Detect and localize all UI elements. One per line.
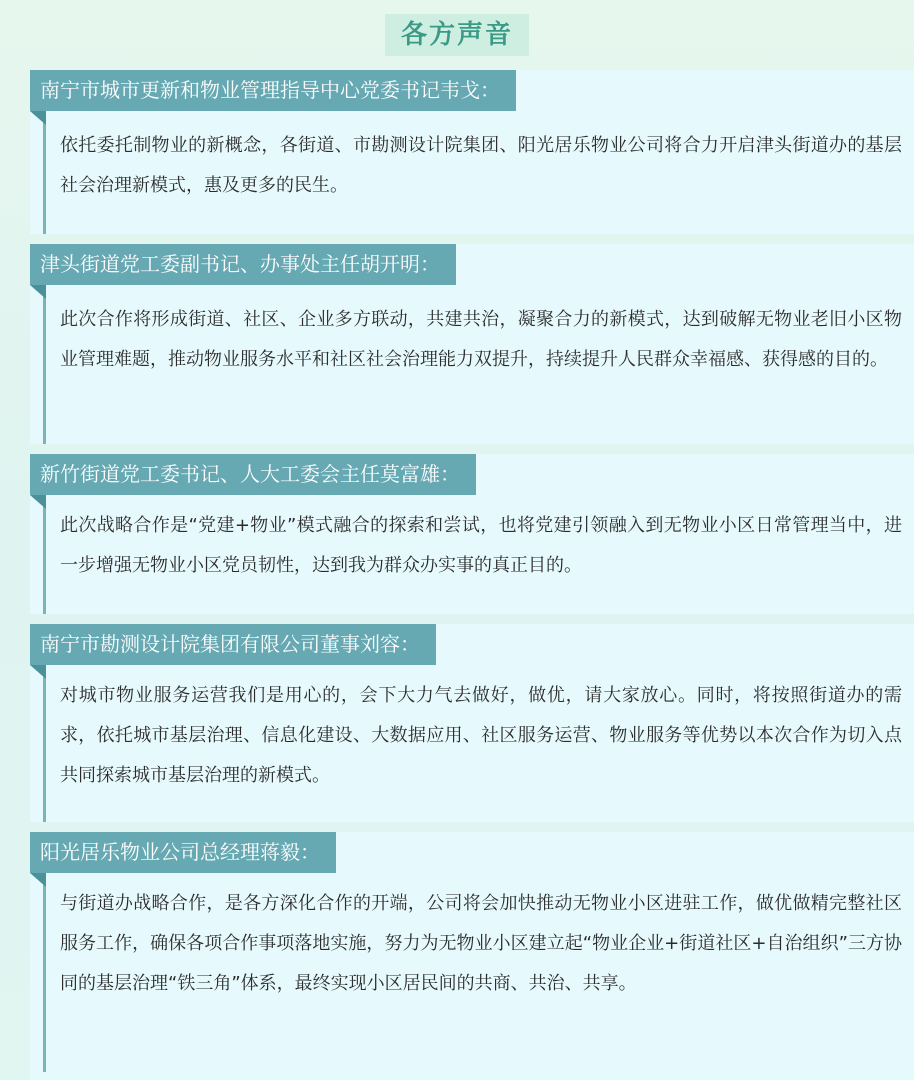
quote-accent-bar: [43, 665, 46, 822]
quote-text: 此次战略合作是“党建+物业”模式融合的探索和尝试，也将党建引领融入到无物业小区日常管理当中，进一步增强无物业小区党员韧性，达到我为群众办实事的真正目的。: [60, 515, 902, 576]
quote-card: [30, 454, 914, 614]
quote-card: [30, 624, 914, 822]
speaker-tag: 南宁市勘测设计院集团有限公司董事刘容：: [30, 624, 436, 665]
quote-accent-bar: [43, 285, 46, 444]
quote-card: [30, 832, 914, 1080]
tag-fold-corner: [30, 111, 46, 125]
tag-fold-corner: [30, 665, 46, 679]
quote-text: 对城市物业服务运营我们是用心的，会下大力气去做好，做优，请大家放心。同时，将按照街道办的需求，依托城市基层治理、信息化建设、大数据应用、社区服务运营、物业服务等优势以本次合作为切入点共同探索城市基层治理的新模式。: [60, 685, 902, 786]
page-title: 各方声音: [385, 14, 529, 56]
quote-accent-bar: [43, 111, 46, 234]
quote-card: [30, 244, 914, 444]
speaker-tag: 津头街道党工委副书记、办事处主任胡开明：: [30, 244, 456, 285]
page-title-wrap: [0, 14, 914, 56]
quote-text: 依托委托制物业的新概念，各街道、市勘测设计院集团、阳光居乐物业公司将合力开启津头街道办的基层社会治理新模式，惠及更多的民生。: [60, 135, 902, 196]
speaker-tag: 新竹街道党工委书记、人大工委会主任莫富雄：: [30, 454, 476, 495]
speaker-tag: 南宁市城市更新和物业管理指导中心党委书记韦戈：: [30, 70, 516, 111]
tag-fold-corner: [30, 873, 46, 887]
tag-fold-corner: [30, 495, 46, 509]
quote-accent-bar: [43, 873, 46, 1072]
quote-card: [30, 70, 914, 234]
quote-text: 与街道办战略合作，是各方深化合作的开端，公司将会加快推动无物业小区进驻工作，做优做精完整社区服务工作，确保各项合作事项落地实施，努力为无物业小区建立起“物业企业+街道社区+自治组织”三方协同的基层治理“铁三角”体系，最终实现小区居民间的共商、共治、共享。: [60, 893, 902, 994]
quote-text: 此次合作将形成街道、社区、企业多方联动，共建共治，凝聚合力的新模式，达到破解无物业老旧小区物业管理难题，推动物业服务水平和社区社会治理能力双提升，持续提升人民群众幸福感、获得感的目的。: [60, 309, 902, 370]
quote-accent-bar: [43, 495, 46, 614]
tag-fold-corner: [30, 285, 46, 299]
speaker-tag: 阳光居乐物业公司总经理蒋毅：: [30, 832, 336, 873]
